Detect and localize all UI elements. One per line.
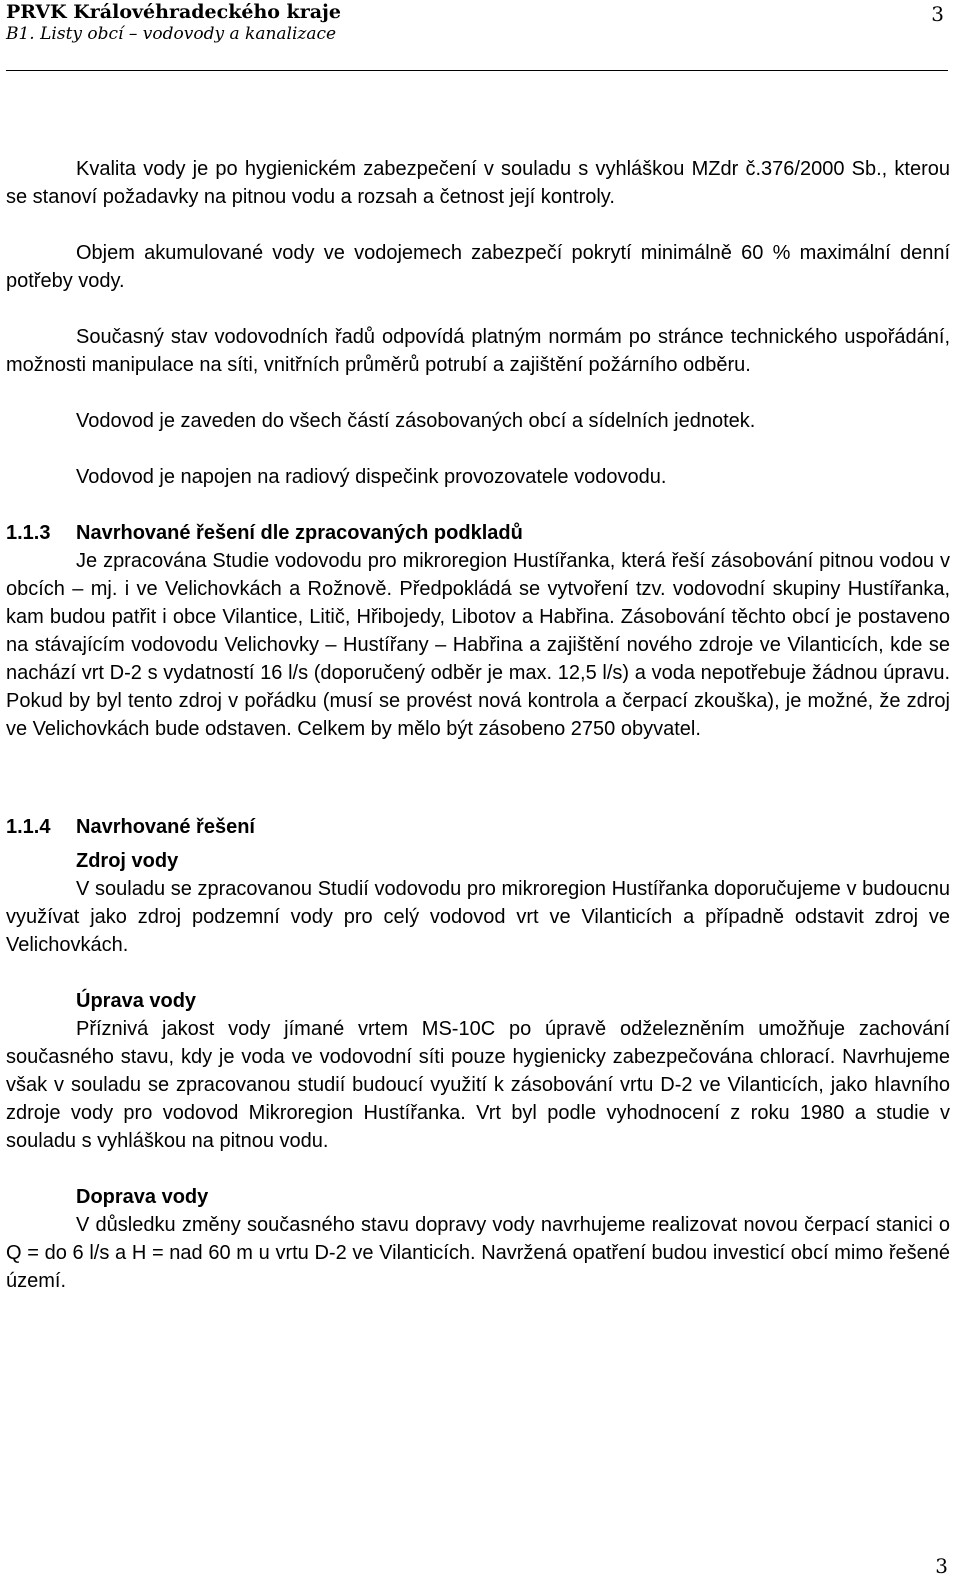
paragraph-water-quality: Kvalita vody je po hygienickém zabezpečení v souladu s vyhláškou MZdr č.376/2000 Sb., kterou se stanoví požadavky na pitnou vodu a rozsah a četnost její kontroly.: [6, 158, 950, 208]
paragraph-water-treatment: Příznivá jakost vody jímané vrtem MS-10C po úpravě odželezněním umožňuje zachování současného stavu, kdy je voda ve vodovodní síti pouze hygienicky zabezpečována chlorací. Navrhujeme však v souladu se zpracovanou studií budoucí využití k zásobování vrtu D-2 ve Vilanticích, jako hlavního zdroje vody pro vodovod Mikroregion Hustířanka. Vrt byl podle vyhodnocení z roku 1980 a studie v souladu s vyhláškou na pitnou vodu.: [6, 1018, 950, 1152]
subheading-water-source: Zdroj vody: [76, 850, 179, 872]
paragraph-coverage: Vodovod je zaveden do všech částí zásobovaných obcí a sídelních jednotek.: [76, 410, 756, 432]
document-subtitle: B1. Listy obcí – vodovody a kanalizace: [6, 24, 337, 44]
footer-page-number: 3: [935, 1554, 948, 1578]
section-number: 1.1.4: [6, 816, 51, 838]
paragraph-network-state: Současný stav vodovodních řadů odpovídá platným normám po stránce technického uspořádání, možnosti manipulace na síti, vnitřních průměrů potrubí a zajištění požárního odběru.: [6, 326, 950, 376]
section-number: 1.1.3: [6, 522, 51, 544]
header-page-number: 3: [931, 2, 944, 26]
section-heading-1-1-4: [6, 813, 950, 841]
section-heading-1-1-3: [6, 519, 950, 547]
paragraph-study: Je zpracována Studie vodovodu pro mikroregion Hustířanka, která řeší zásobování pitnou vodou v obcích – mj. i ve Velichovkách a Rožnově. Předpokládá se vytvoření tzv. vodovodní skupiny Hustířanka, kam budou patřit i obce Vilantice, Litič, Hřibojedy, Libotov a Habřina. Zásobování těchto obcí je postaveno na stávajícím vodovodu Velichovky – Hustířany – Habřina a zajištění nového zdroje ve Vilanticích, kde se nachází vrt D-2 s vydatností 16 l/s (doporučený odběr je max. 12,5 l/s) a voda nepotřebuje žádnou úpravu. Pokud by byl tento zdroj v pořádku (musí se provést nová kontrola a čerpací zkouška), je možné, že zdroj ve Velichovkách bude odstaven. Celkem by mělo být zásobeno 2750 obyvatel.: [6, 550, 950, 740]
document-title: PRVK Královéhradeckého kraje: [6, 1, 342, 23]
subheading-water-transport: Doprava vody: [76, 1186, 209, 1208]
paragraph-dispatch: Vodovod je napojen na radiový dispečink provozovatele vodovodu.: [76, 466, 667, 488]
paragraph-water-source: V souladu se zpracovanou Studií vodovodu pro mikroregion Hustířanka doporučujeme v budoucnu využívat jako zdroj podzemní vody pro celý vodovod vrt ve Vilanticích a případně odstavit zdroj ve Velichovkách.: [6, 878, 950, 956]
document-body: [6, 155, 950, 1295]
section-title: Navrhované řešení: [76, 816, 255, 838]
page-header: [6, 0, 948, 71]
paragraph-water-transport: V důsledku změny současného stavu dopravy vody navrhujeme realizovat novou čerpací stanici o Q = do 6 l/s a H = nad 60 m u vrtu D-2 ve Vilanticích. Navržená opatření budou investicí obcí mimo řešené území.: [6, 1214, 950, 1292]
subheading-water-treatment: Úprava vody: [76, 990, 197, 1012]
paragraph-reservoir-volume: Objem akumulované vody ve vodojemech zabezpečí pokrytí minimálně 60 % maximální denní potřeby vody.: [6, 242, 950, 292]
section-title: Navrhované řešení dle zpracovaných podkladů: [76, 522, 523, 544]
